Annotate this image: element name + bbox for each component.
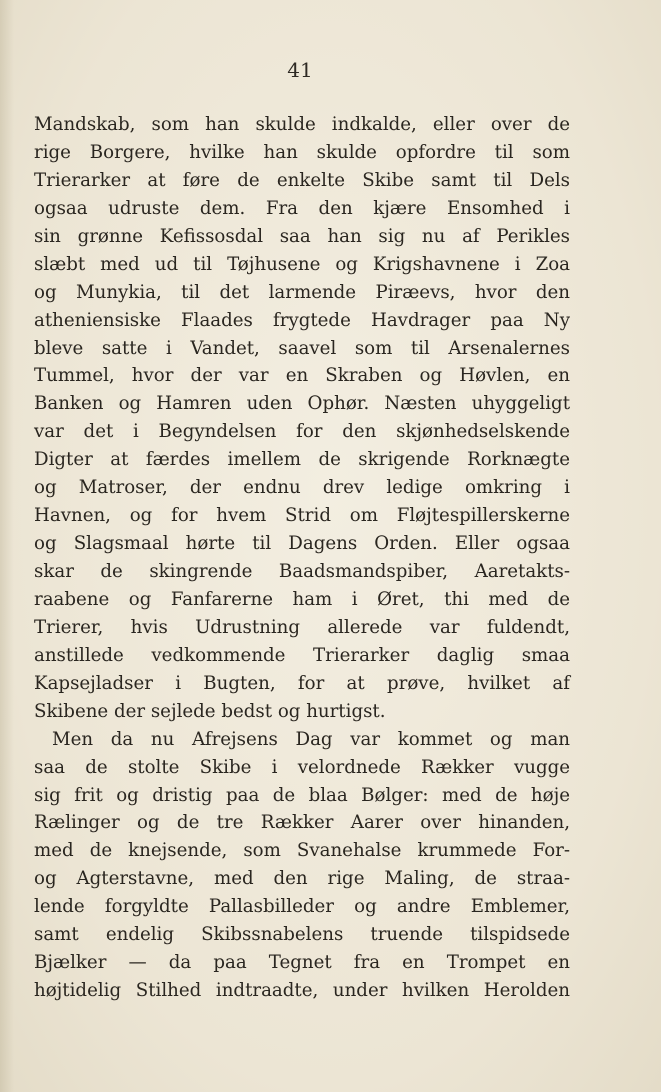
text-line: bleve satte i Vandet, saavel som til Arsenalernes <box>34 337 570 359</box>
text-line: Digter at færdes imellem de skrigende Rorknægte <box>34 449 570 471</box>
text-line: saa de stolte Skibe i velordnede Rækker vugge <box>34 756 570 778</box>
text-line: samt endelig Skibssnabelens truende tilspidsede <box>34 924 570 946</box>
page-number: 41 <box>287 58 313 82</box>
text-line: Kapsejladser i Bugten, for at prøve, hvilket af <box>34 672 570 694</box>
text-line: og Matroser, der endnu drev ledige omkring i <box>34 477 570 499</box>
text-line: var det i Begyndelsen for den skjønhedselskende <box>34 421 570 443</box>
text-line: Havnen, og for hvem Strid om Fløjtespillerskerne <box>34 505 570 527</box>
text-line: Mandskab, som han skulde indkalde, eller over de <box>34 114 570 135</box>
text-line: højtidelig Stilhed indtraadte, under hvilken Herolden <box>34 980 570 1002</box>
text-line: atheniensiske Flaades frygtede Havdrager paa Ny <box>34 309 570 331</box>
text-line: rige Borgere, hvilke han skulde opfordre til som <box>34 141 570 163</box>
text-line: sig frit og dristig paa de blaa Bølger: med de høje <box>34 784 570 806</box>
text-line: Trierer, hvis Udrustning allerede var fuldendt, <box>34 616 570 638</box>
text-line: med de knejsende, som Svanehalse krummede For- <box>34 840 570 862</box>
paragraph-start-line: Men da nu Afrejsens Dag var kommet og man <box>52 728 570 750</box>
text-line: skar de skingrende Baadsmandspiber, Aaretakts- <box>34 561 570 582</box>
text-line: Bjælker — da paa Tegnet fra en Trompet en <box>34 952 570 974</box>
text-line: raabene og Fanfarerne ham i Øret, thi med de <box>34 588 570 610</box>
text-line: Tummel, hvor der var en Skraben og Høvlen, en <box>34 365 570 387</box>
text-line: Rælinger og de tre Rækker Aarer over hinanden, <box>34 812 570 834</box>
text-line: anstillede vedkommende Trierarker daglig smaa <box>34 644 570 666</box>
text-line: lende forgyldte Pallasbilleder og andre Emblemer, <box>34 896 570 918</box>
text-line: Banken og Hamren uden Ophør. Næsten uhyggeligt <box>34 393 570 415</box>
body-text <box>34 111 570 1005</box>
paragraph-end-line: Skibene der sejlede bedst og hurtigst. <box>34 700 386 722</box>
text-line: og Slagsmaal hørte til Dagens Orden. Eller ogsaa <box>34 533 570 555</box>
text-line: og Munykia, til det larmende Piræevs, hvor den <box>34 281 570 303</box>
text-line: og Agterstavne, med den rige Maling, de straa- <box>34 868 570 890</box>
text-line: ogsaa udruste dem. Fra den kjære Ensomhed i <box>34 197 570 219</box>
text-line: slæbt med ud til Tøjhusene og Krigshavnene i Zoa <box>34 253 570 275</box>
text-line: sin grønne Kefissosdal saa han sig nu af Perikles <box>34 225 570 247</box>
text-line: Trierarker at føre de enkelte Skibe samt til Dels <box>34 169 570 191</box>
